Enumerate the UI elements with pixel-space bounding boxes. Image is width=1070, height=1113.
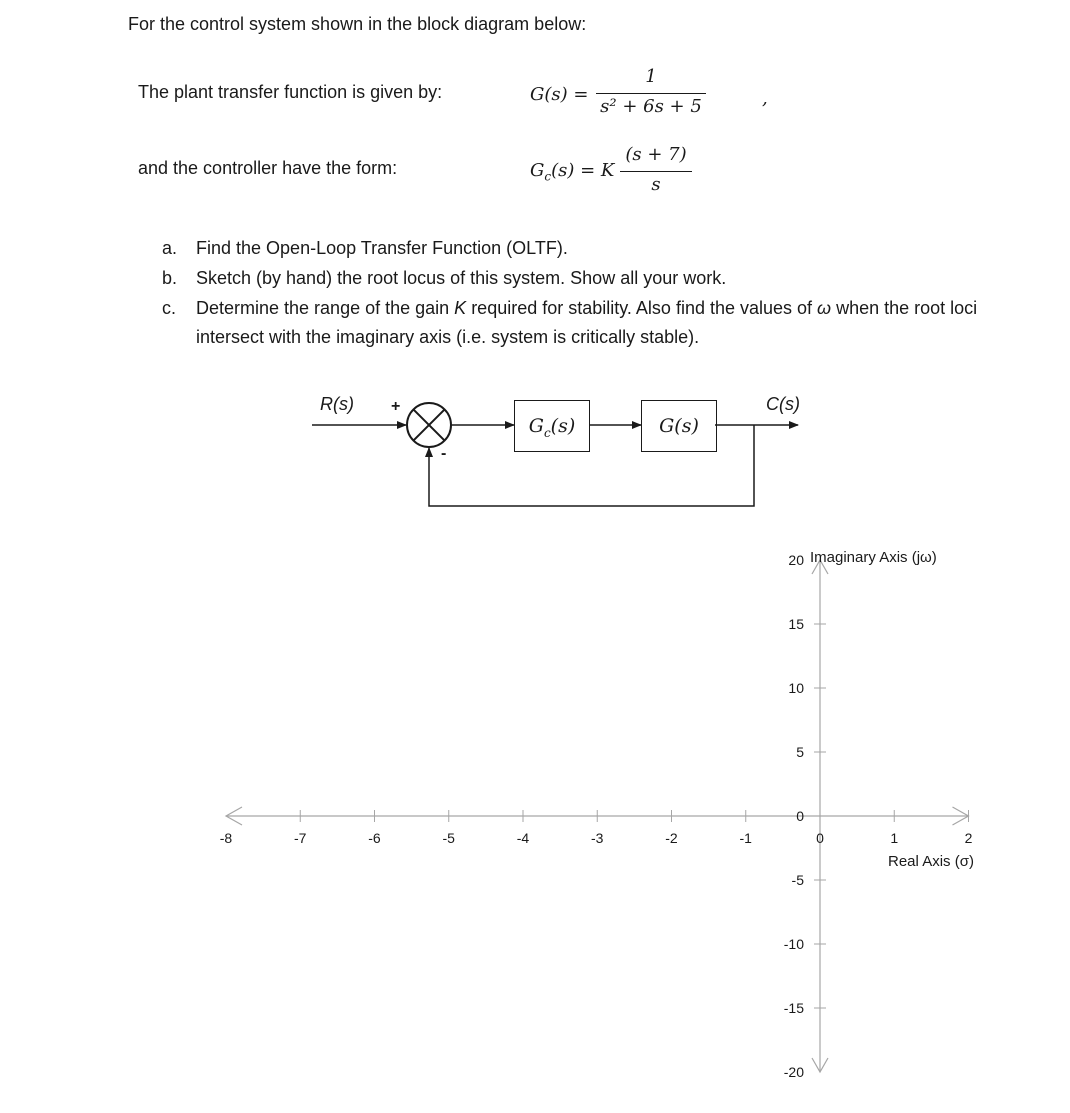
- intro-text: For the control system shown in the block diagram below:: [128, 14, 587, 34]
- question-c-part1: Determine the range of the gain: [196, 298, 455, 318]
- block-diagram-lines: [0, 0, 1070, 540]
- summing-junction: [407, 403, 451, 447]
- controller-lhs-main: G: [530, 160, 545, 181]
- question-b-text: Sketch (by hand) the root locus of this system. Show all your work.: [196, 268, 727, 288]
- controller-block: [514, 400, 590, 452]
- x-tick-label: -3: [591, 830, 604, 846]
- controller-denominator: s: [651, 174, 661, 195]
- y-tick-label: 10: [788, 680, 804, 696]
- controller-block-main: G: [528, 415, 544, 437]
- y-tick-label: -15: [783, 1000, 804, 1016]
- x-axis-label: Real Axis (σ): [888, 853, 974, 870]
- plus-sign: +: [391, 398, 401, 415]
- y-tick-label: 5: [796, 744, 804, 760]
- controller-lhs-sub: c: [544, 169, 552, 184]
- controller-label: and the controller have the form:: [138, 158, 398, 178]
- x-tick-label: 2: [964, 830, 973, 846]
- x-tick-label: -1: [739, 830, 752, 846]
- y-tick-label: 15: [788, 616, 804, 632]
- question-c-part2: required for stability. Also find the values of: [466, 298, 818, 318]
- output-label: C(s): [766, 394, 800, 414]
- x-tick-label: -8: [219, 830, 233, 846]
- x-tick-label: -2: [665, 830, 678, 846]
- question-c-omega: ω: [817, 298, 832, 318]
- x-tick-label: -6: [368, 830, 381, 846]
- controller-numerator: (s + 7): [625, 144, 687, 165]
- y-axis-label: Imaginary Axis (jω): [810, 549, 937, 566]
- minus-sign: -: [441, 445, 447, 462]
- y-tick-label: -20: [783, 1064, 804, 1080]
- question-c-letter: c.: [162, 298, 177, 318]
- y-tick-label: 0: [796, 808, 804, 824]
- question-c-k: K: [454, 298, 467, 318]
- x-tick-label: 1: [890, 830, 899, 846]
- controller-block-rest: (s): [550, 415, 576, 437]
- plant-numerator: 1: [645, 66, 657, 87]
- controller-lhs-rest: (s) = K: [551, 160, 615, 181]
- root-locus-axes: [0, 530, 1070, 1110]
- y-tick-label: -10: [783, 936, 804, 952]
- plant-label: The plant transfer function is given by:: [138, 82, 443, 102]
- question-b-letter: b.: [162, 268, 178, 288]
- question-a-letter: a.: [162, 238, 178, 258]
- x-tick-label: -4: [516, 830, 530, 846]
- x-tick-label: -5: [442, 830, 455, 846]
- plant-denominator: s² + 6s + 5: [600, 96, 702, 117]
- plant-lhs: G(s) =: [530, 84, 589, 105]
- controller-block-sub: c: [543, 425, 551, 440]
- input-label: R(s): [320, 394, 354, 414]
- y-tick-label: -5: [791, 872, 804, 888]
- plant-comma: ,: [762, 88, 768, 109]
- x-tick-label: -7: [294, 830, 307, 846]
- x-tick-label: 0: [816, 830, 824, 846]
- plant-block: G(s): [641, 400, 717, 452]
- question-c-part3: when the root loci intersect with the imaginary axis (i.e. system is critically stable).: [196, 298, 978, 347]
- y-tick-label: 20: [788, 552, 804, 568]
- question-a-text: Find the Open-Loop Transfer Function (OLTF).: [196, 238, 568, 258]
